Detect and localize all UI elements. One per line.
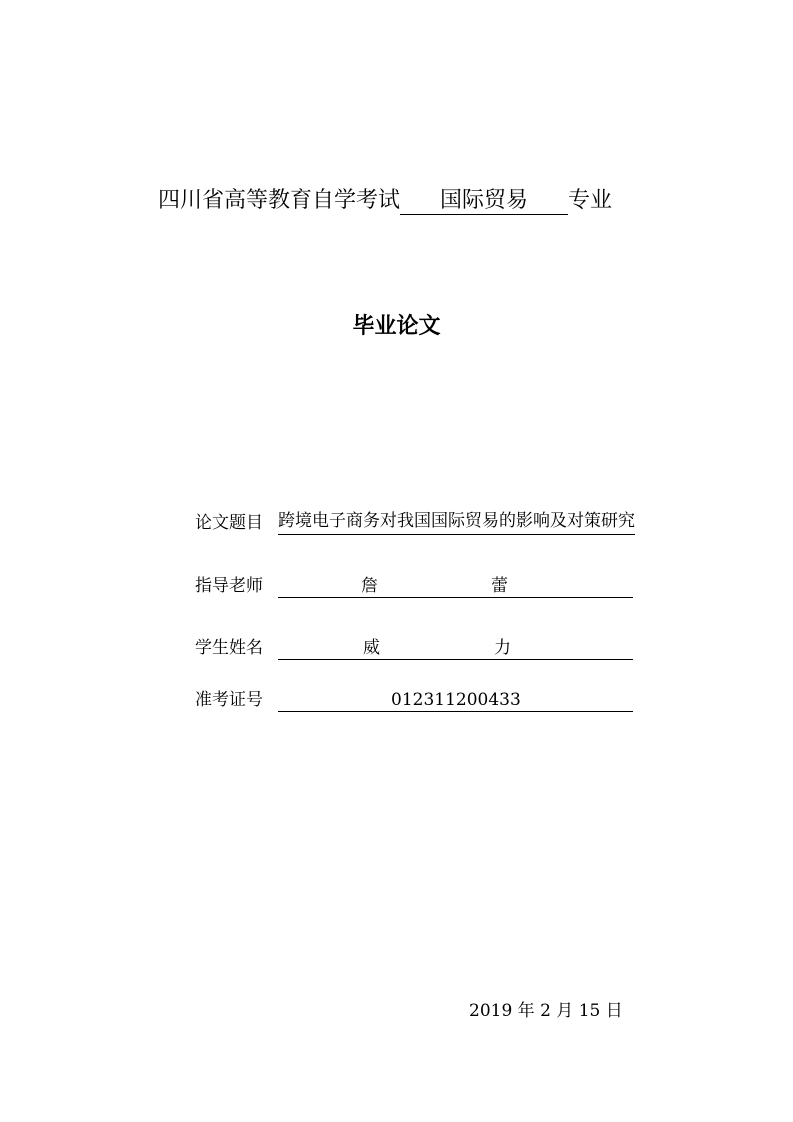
advisor-label: 指导老师 <box>195 576 263 596</box>
topic-label: 论文题目 <box>195 513 263 533</box>
student-char-1: 威 <box>363 638 380 658</box>
field-advisor <box>195 572 508 600</box>
submission-date: 2019 年 2 月 15 日 <box>469 1001 623 1021</box>
advisor-value-line <box>278 572 633 598</box>
exam-id-value: 012311200433 <box>391 690 521 710</box>
student-label: 学生姓名 <box>195 638 263 658</box>
header-line <box>158 184 648 218</box>
field-exam-id <box>195 686 521 714</box>
field-student <box>195 634 511 662</box>
advisor-given-char-1: 詹 <box>361 576 378 596</box>
student-char-2: 力 <box>494 638 511 658</box>
advisor-given-char-2: 蕾 <box>491 576 508 596</box>
topic-value: 跨境电子商务对我国国际贸易的影响及对策研究 <box>278 509 635 535</box>
exam-id-value-line <box>278 686 633 712</box>
header-prefix: 四川省高等教育自学考试 <box>158 188 401 213</box>
student-value-line <box>278 634 633 660</box>
major-name: 国际贸易 <box>400 188 568 215</box>
header-suffix: 专业 <box>568 188 613 213</box>
exam-id-label: 准考证号 <box>195 690 263 710</box>
field-topic <box>195 509 635 537</box>
thesis-title: 毕业论文 <box>352 314 441 339</box>
